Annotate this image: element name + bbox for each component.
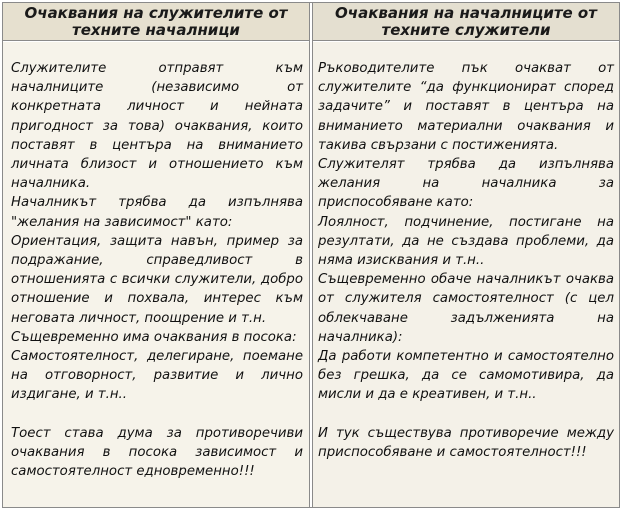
left-column-header: Очаквания на служителите от техните началници <box>3 3 309 41</box>
managers-expectations-column <box>313 3 619 507</box>
left-paragraph: Ориентация, защита навън, пример за подражание, справедливост в отношенията с всички служители, добро отношение и похвала, интерес към неговата личност, поощрение и т.н. <box>11 233 303 326</box>
right-paragraph: Служителят трябва да изпълнява желания на началника за приспособяване като: <box>318 157 614 211</box>
paragraph-spacer <box>318 405 614 424</box>
right-column-header: Очаквания на началниците от техните служители <box>313 3 619 41</box>
comparison-table <box>2 2 620 508</box>
right-conclusion: И тук съществува противоречие между приспособяване и самостоятелност!!! <box>318 425 614 461</box>
employees-expectations-column <box>3 3 309 507</box>
right-paragraph: Да работи компетентно и самостоятелно без грешка, да се самомотивира, да мисли и да е креативен, и т.н.. <box>318 349 614 403</box>
paragraph-spacer <box>11 405 303 424</box>
left-conclusion: Тоест става дума за противоречиви очаквания в посока зависимост и самостоятелност едновременно!!! <box>11 425 303 480</box>
left-paragraph: Самостоятелност, делегиране, поемане на отговорност, развитие и лично издигане, и т.н.. <box>11 349 303 403</box>
right-paragraph: Лоялност, подчинение, постигане на резултати, да не създава проблеми, да няма изисквания и т.н.. <box>318 214 614 269</box>
right-column-body <box>313 42 619 507</box>
left-paragraph: Служителите отправят към началниците (независимо от конкретната личност и нейната пригодност за това) очаквания, които поставят в центъра на вниманието личната близост и отношението към началника. <box>11 61 303 192</box>
right-paragraph: Ръководителите пък очакват от служителите “да функционират според задачите” и поставят в центъра на вниманието материални очаквания и такива свързани с постиженията. <box>318 61 614 153</box>
column-divider <box>309 3 310 507</box>
left-column-body <box>3 42 309 507</box>
right-paragraph: Същевременно обаче началникът очаква от служителя самостоятелност (с цел облекчаване задълженията на началника): <box>318 272 614 345</box>
left-paragraph: Началникът трябва да изпълнява "желания на зависимост" като: <box>11 195 303 230</box>
left-paragraph: Същевременно има очаквания в посока: <box>11 329 297 345</box>
